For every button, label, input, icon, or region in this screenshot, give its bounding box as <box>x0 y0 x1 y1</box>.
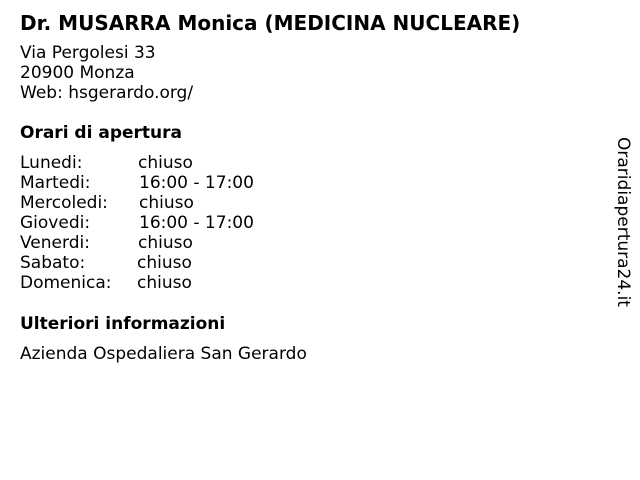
day-label: Giovedi: <box>20 213 91 233</box>
hours-value: chiuso <box>139 193 194 213</box>
street-address: Via Pergolesi 33 <box>20 43 156 63</box>
day-label: Sabato: <box>20 253 86 273</box>
website-link[interactable]: Web: hsgerardo.org/ <box>20 83 194 103</box>
opening-hours-heading: Orari di apertura <box>20 123 182 143</box>
hours-value: 16:00 - 17:00 <box>139 213 254 233</box>
hours-value: chiuso <box>138 233 193 253</box>
hours-value: chiuso <box>137 253 192 273</box>
address-block <box>20 43 193 103</box>
day-label: Martedi: <box>20 173 91 193</box>
more-info-text: Azienda Ospedaliera San Gerardo <box>20 344 307 364</box>
hours-value: chiuso <box>137 273 192 293</box>
day-label: Domenica: <box>20 273 112 293</box>
day-label: Venerdi: <box>20 233 90 253</box>
page-title: Dr. MUSARRA Monica (MEDICINA NUCLEARE) <box>20 11 521 35</box>
day-label: Mercoledi: <box>20 193 108 213</box>
more-info-heading: Ulteriori informazioni <box>20 314 226 334</box>
hours-value: 16:00 - 17:00 <box>139 173 254 193</box>
day-label: Lunedi: <box>20 153 83 173</box>
site-brand-vertical: Oraridiapertura24.it <box>613 137 633 307</box>
city-postal-code: 20900 Monza <box>20 63 135 83</box>
hours-value: chiuso <box>138 153 193 173</box>
